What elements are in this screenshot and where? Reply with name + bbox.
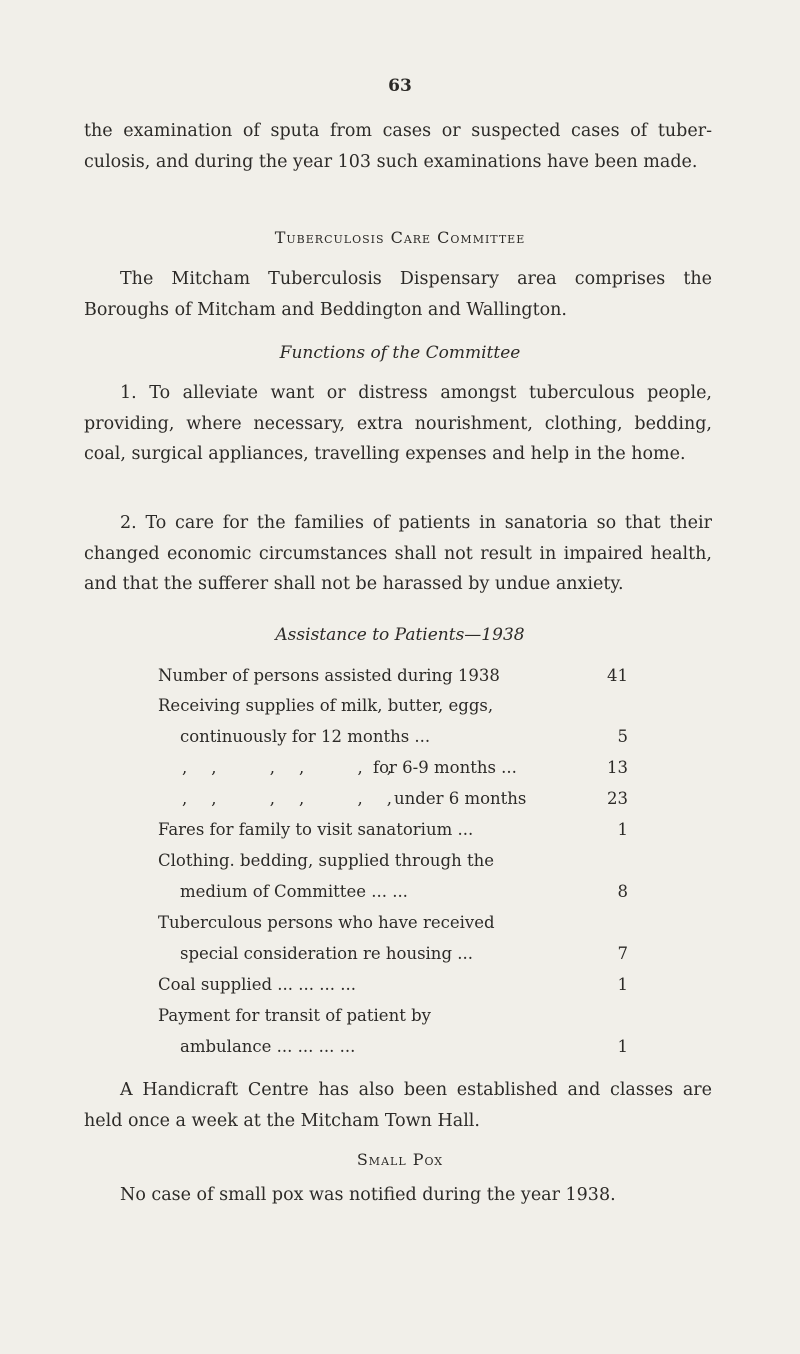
row-value: 1	[617, 820, 628, 839]
function-item-2: 2. To care for the families of patients in sanatoria so that their changed economic circumstances shall not result in impaired health, and that the sufferer shall not be harassed by undue anxiety.	[84, 513, 712, 594]
table-row	[158, 820, 628, 848]
table-row	[158, 913, 628, 941]
small-pox-text: No case of small pox was notified during the year 1938.	[120, 1185, 616, 1205]
row-label: under 6 months	[394, 789, 527, 808]
table-row	[158, 1037, 628, 1065]
ditto-marks: ,, ,, ,,	[182, 789, 416, 808]
row-value: 8	[617, 882, 628, 901]
tb-committee-heading: Tuberculosis Care Committee	[274, 228, 526, 247]
row-label: Receiving supplies of milk, butter, eggs,	[158, 696, 494, 715]
handicraft-paragraph: A Handicraft Centre has also been established and classes are held once a week at the Mitcham Town Hall.	[84, 1080, 712, 1131]
row-label: special consideration re housing ...	[180, 944, 473, 963]
ditto-marks: ,, ,, ,,	[182, 758, 416, 777]
small-pox-heading: Small Pox	[356, 1150, 444, 1169]
row-value: 41	[607, 666, 628, 685]
table-row	[158, 851, 628, 879]
row-label: medium of Committee ... ...	[180, 882, 408, 901]
row-value: 13	[607, 758, 628, 777]
functions-heading: Functions of the Committee	[279, 343, 521, 363]
page-number: 63	[388, 76, 412, 96]
row-label: Clothing. bedding, supplied through the	[158, 851, 494, 870]
table-row	[158, 944, 628, 972]
row-value: 5	[617, 727, 628, 746]
table-row	[158, 975, 628, 1003]
row-label: Payment for transit of patient by	[158, 1006, 431, 1025]
row-label: for 6-9 months ...	[373, 758, 517, 777]
row-value: 1	[617, 1037, 628, 1056]
row-label: continuously for 12 months ...	[180, 727, 431, 746]
function-item-1: 1. To alleviate want or distress amongst tuberculous people, providing, where necessary, extra nourishment, clothing, bedding, coal, surgical appliances, travelling expenses and help in the home.	[84, 383, 712, 464]
table-row	[158, 666, 628, 694]
table-row	[158, 882, 628, 910]
row-label: Number of persons assisted during 1938	[158, 666, 500, 685]
assistance-heading: Assistance to Patients—1938	[275, 625, 525, 645]
row-label: Fares for family to visit sanatorium ...	[158, 820, 474, 839]
row-value: 1	[617, 975, 628, 994]
table-row	[158, 727, 628, 755]
table-row	[158, 789, 628, 817]
row-label: ambulance ... ... ... ...	[180, 1037, 356, 1056]
row-label: Tuberculous persons who have received	[158, 913, 495, 932]
row-label: Coal supplied ... ... ... ...	[158, 975, 356, 994]
row-value: 7	[617, 944, 628, 963]
intro-paragraph: the examination of sputa from cases or suspected cases of tuberculosis, and during the year 103 such examinations have been made.	[84, 121, 712, 172]
tb-committee-description: The Mitcham Tuberculosis Dispensary area comprises the Boroughs of Mitcham and Beddington and Wallington.	[84, 269, 712, 320]
row-value: 23	[607, 789, 628, 808]
table-row	[158, 758, 628, 786]
table-row	[158, 696, 628, 724]
table-row	[158, 1006, 628, 1034]
